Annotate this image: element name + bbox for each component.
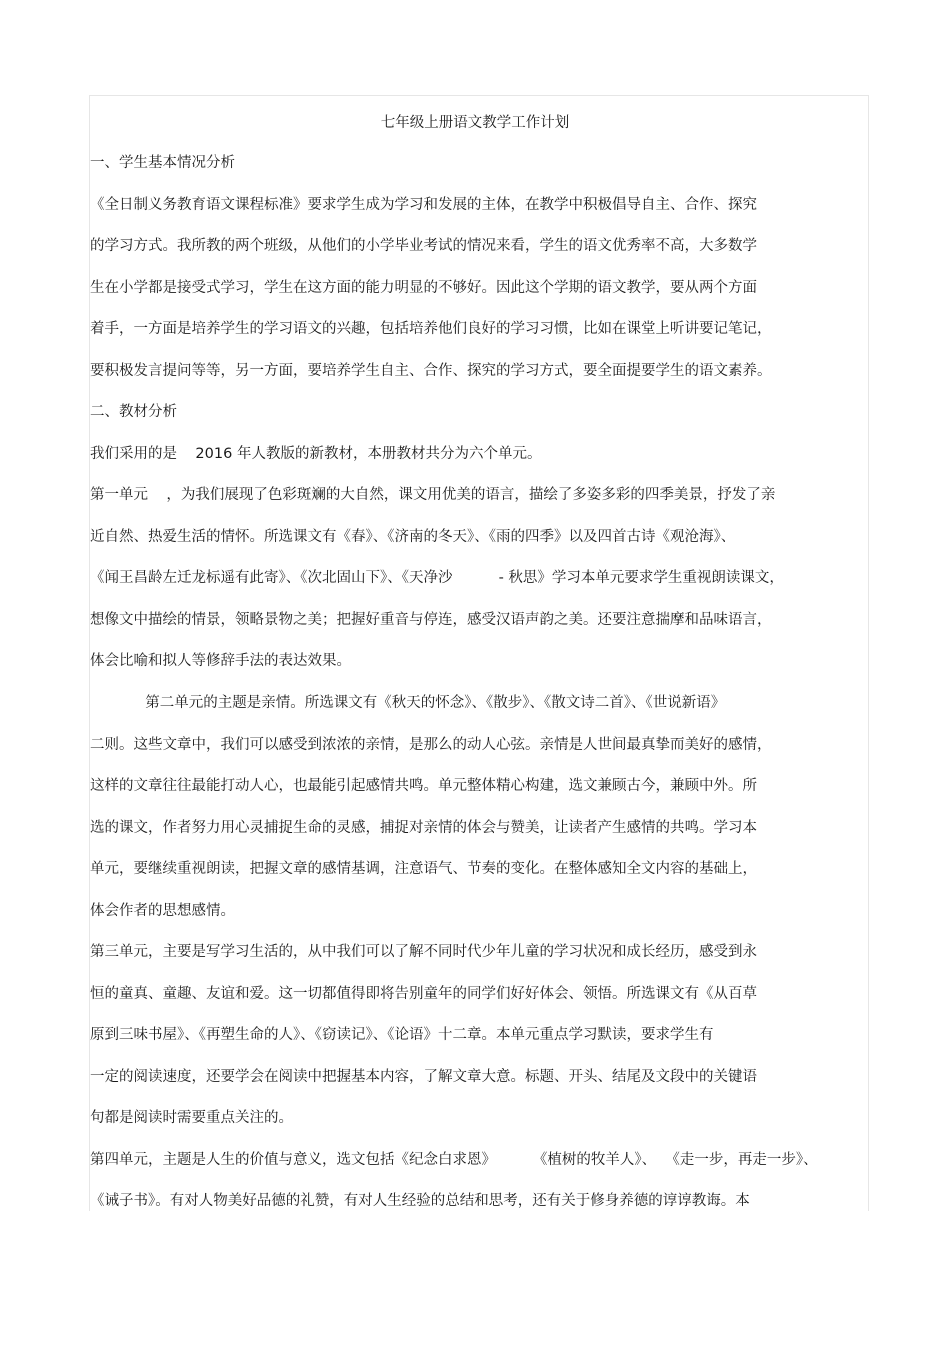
paragraph-line: 原到三味书屋》、《再塑生命的人》、《窃读记》、《论语》十二章。本单元重点学习默读，要求学生有: [90, 1027, 714, 1043]
document-title: 七年级上册语文教学工作计划: [380, 115, 570, 131]
paragraph-line: 选的课文，作者努力用心灵捕捉生命的灵感，捕捉对亲情的体会与赞美，让读者产生感情的共鸣。学习本: [90, 820, 757, 836]
paragraph-line: 近自然、热爱生活的情怀。所选课文有《春》、《济南的冬天》、《雨的四季》以及四首古诗《观沧海》、: [90, 529, 736, 545]
paragraph-line: 这样的文章往往最能打动人心，也最能引起感情共鸣。单元整体精心构建，选文兼顾古今，兼顾中外。所: [90, 778, 757, 794]
paragraph-line: 单元，要继续重视朗读，把握文章的感情基调，注意语气、节奏的变化。在整体感知全文内容的基础上，: [90, 861, 757, 877]
paragraph-line: 我们采用的是 2016 年人教版的新教材，本册教材共分为六个单元。: [90, 446, 542, 462]
paragraph-line: 句都是阅读时需要重点关注的。: [90, 1110, 293, 1126]
paragraph-line: 体会比喻和拟人等修辞手法的表达效果。: [90, 653, 351, 669]
paragraph-line: 要积极发言提问等等，另一方面，要培养学生自主、合作、探究的学习方式，要全面提要学生的语文素养。: [90, 363, 772, 379]
paragraph-line: 着手，一方面是培养学生的学习语文的兴趣，包括培养他们良好的学习习惯，比如在课堂上听讲要记笔记，: [90, 321, 772, 337]
paragraph-line: 二则。这些文章中，我们可以感受到浓浓的亲情，是那么的动人心弦。亲情是人世间最真挚而美好的感情，: [90, 737, 772, 753]
paragraph-line: 想像文中描绘的情景，领略景物之美；把握好重音与停连，感受汉语声韵之美。还要注意揣摩和品味语言，: [90, 612, 772, 628]
heading-student-analysis: 一、学生基本情况分析: [90, 155, 235, 171]
paragraph-line: 第四单元，主题是人生的价值与意义，选文包括《纪念白求恩》 《植树的牧羊人》、 《走一步，再走一步》、: [90, 1152, 818, 1168]
paragraph-line: 的学习方式。我所教的两个班级，从他们的小学毕业考试的情况来看，学生的语文优秀率不高，大多数学: [90, 238, 757, 254]
paragraph-line: 生在小学都是接受式学习，学生在这方面的能力明显的不够好。因此这个学期的语文教学，要从两个方面: [90, 280, 757, 296]
paragraph-line: 第二单元的主题是亲情。所选课文有《秋天的怀念》、《散步》、《散文诗二首》、《世说新语》: [90, 695, 726, 711]
paragraph-line: 恒的童真、童趣、友谊和爱。这一切都值得即将告别童年的同学们好好体会、领悟。所选课文有《从百草: [90, 986, 757, 1002]
heading-textbook-analysis: 二、教材分析: [90, 404, 177, 420]
paragraph-line: 第一单元 ，为我们展现了色彩斑斓的大自然，课文用优美的语言，描绘了多姿多彩的四季美景，抒发了亲: [90, 487, 776, 503]
paragraph-line: 体会作者的思想感情。: [90, 903, 235, 919]
paragraph-line: 一定的阅读速度，还要学会在阅读中把握基本内容，了解文章大意。标题、开头、结尾及文段中的关键语: [90, 1069, 757, 1085]
paragraph-line: 《诫子书》。有对人物美好品德的礼赞，有对人生经验的总结和思考，还有关于修身养德的谆谆教诲。本: [90, 1193, 750, 1209]
paragraph-line: 《全日制义务教育语文课程标准》要求学生成为学习和发展的主体，在教学中积极倡导自主、合作、探究: [90, 197, 757, 213]
paragraph-line: 《闻王昌龄左迁龙标遥有此寄》、《次北固山下》、《天净沙 - 秋思》学习本单元要求学生重视朗读课文，: [90, 570, 784, 586]
paragraph-line: 第三单元，主要是写学习生活的，从中我们可以了解不同时代少年儿童的学习状况和成长经历，感受到永: [90, 944, 757, 960]
